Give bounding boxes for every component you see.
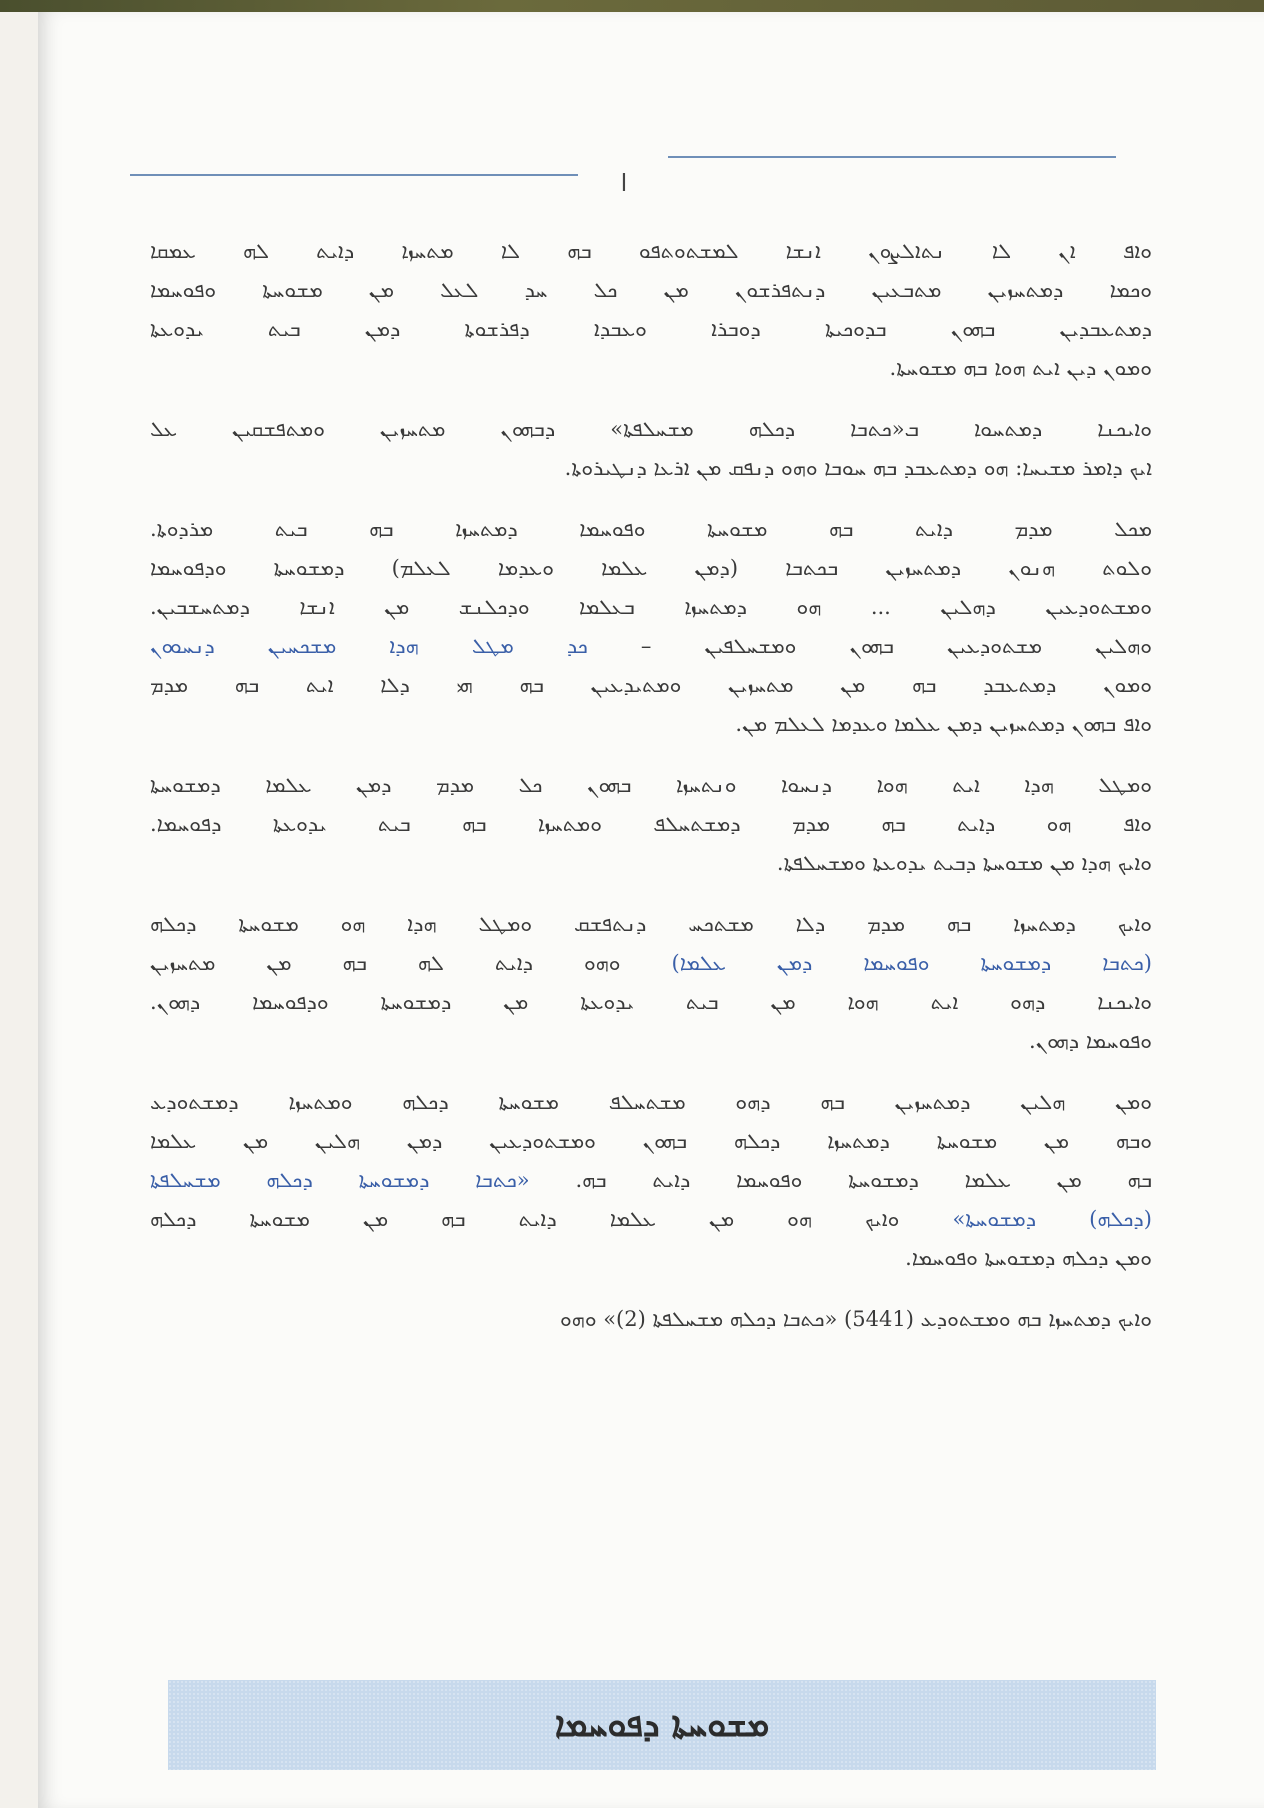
text-line: ܕܡܬܥܒܕܝܢ ܒܗܘܢ ܒܕܘܟܝܬܐ ܕܘܒܪܐ ܘܥܒܕܐ ܕܦܪܫܘܬܐ ܕܡܢ ܒܝܬ ܝܕܘܥܬܐ <box>150 317 1152 341</box>
text-line: ܘܐܝܟܢܐ ܕܗܘ ܐܝܬ ܗܘܐ ܡܢ ܒܝܬ ܝܕܘܥܬܐ ܡܢ ܕܡܫܘܚܬܐ ܘܕܦܘܚܡܐ ܕܗܘܢ. <box>150 990 1152 1014</box>
text-segment: ܘܗܠܝܢ ܡܫܬܘܕܥܝܢ ܒܗܘܢ ܘܡܫܚܠܦܝܢ – <box>587 634 1152 658</box>
text-line: ܘܡܘܢ ܕܡܬܥܒܕ ܒܗ ܡܢ ܡܬܚܙܝܢ ܘܡܬܝܕܥܝܢ ܒܗ ܗܝ ܕܠܐ ܐܝܬ ܒܗ ܡܕܡ <box>150 673 1152 697</box>
text-line: ܘܐܦ ܒܗܘܢ ܕܡܬܚܙܝܢ ܕܡܢ ܥܠܡܐ ܘܥܕܡܐ ܠܥܠܡ ܡܢ. <box>735 712 1152 736</box>
highlighted-segment: (ܕܟܠܗ) ܕܡܫܘܚܬܐ» <box>952 1207 1152 1231</box>
text-line: ܘܠܘܬ ܗܢܘܢ ܕܡܬܚܙܝܢ ܒܟܬܒܐ (ܕܡܢ ܥܠܡܐ ܘܥܕܡܐ ܠܥܠܡ) ܕܡܫܘܚܬܐ ܘܕܦܘܚܡܐ <box>150 556 1152 580</box>
header-rule-left <box>130 174 578 176</box>
header-rule-right <box>668 156 1116 158</box>
text-line <box>150 627 1152 666</box>
section-banner <box>168 1680 1156 1770</box>
text-line: ܘܐܦ ܗܘ ܕܐܝܬ ܒܗ ܡܕܡ ܕܡܫܬܚܠܦ ܘܡܬܚܙܐ ܒܗ ܒܝܬ ܝܕܘܥܬܐ ܕܦܘܚܡܐ. <box>150 812 1152 836</box>
text-line: ܘܒܗ ܡܢ ܡܫܘܚܬܐ ܕܡܬܚܙܐ ܕܟܠܗ ܒܗܘܢ ܘܡܫܬܘܕܥܝܢ ܕܡܢ ܗܠܝܢ ܡܢ ܥܠܡܐ <box>150 1129 1152 1153</box>
text-line: ܘܐܝܟ ܕܡܬܚܙܐ ܒܗ ܡܕܡ ܕܠܐ ܡܫܬܟܚ ܕܢܬܦܫܩ ܘܡܛܠ ܗܕܐ ܗܘ ܡܫܘܚܬܐ ܕܟܠܗ <box>150 912 1152 936</box>
text-line: ܘܡܢ ܗܠܝܢ ܕܡܬܚܙܝܢ ܒܗ ܕܗܘ ܡܫܬܚܠܦ ܡܫܘܚܬܐ ܕܟܠܗ ܘܡܬܚܙܐ ܕܡܫܬܘܕܥ <box>150 1090 1152 1114</box>
text-line: ܘܐܝܟ ܕܡܬܚܙܐ ܒܗ ܘܡܫܬܘܕܥ (5441) «ܟܬܒܐ ܕܟܠܗ ܡܫܚܠܦܬܐ (2)» ܘܗܘ <box>559 1307 1152 1331</box>
text-line: ܘܐܦ ܐܢ ܠܐ ܢܬܐܠܨܘܢ ܐܢܫܐ ܠܡܫܬܘܬܦܘ ܒܗ ܠܐ ܡܬܚܙܐ ܕܐܝܬ ܠܗ ܥܡܩܐ <box>150 239 1152 263</box>
text-line: ܐܝܟ ܕܐܡܪ ܡܫܝܚܐ: ܗܘ ܕܡܬܥܒܕ ܒܗ ܚܘܒܐ ܘܗܘ ܕܢܦܩ ܡܢ ܐܪܥܐ ܕܢܛܝܪܘܬܐ. <box>564 456 1152 480</box>
text-line <box>150 1161 1152 1200</box>
text-line: ܘܡܘܢ ܕܝܢ ܐܝܬ ܗܘܐ ܒܗ ܡܫܘܚܬܐ. <box>889 356 1152 380</box>
text-line: ܘܡܛܠ ܗܕܐ ܐܝܬ ܗܘܐ ܕܢܚܘܐ ܘܢܬܚܙܐ ܒܗܘܢ ܟܠ ܡܕܡ ܕܡܢ ܥܠܡܐ ܕܡܫܘܚܬܐ <box>150 773 1152 797</box>
text-segment: ܒܗ ܡܢ ܥܠܡܐ ܕܡܫܘܚܬܐ ܘܦܘܚܡܐ ܕܐܝܬ ܒܗ. <box>529 1168 1152 1192</box>
text-line: ܘܟܡܐ ܕܡܬܚܙܝܢ ܡܬܒܥܝܢ ܕܢܬܦܪܫܘܢ ܡܢ ܟܠ ܚܕ ܠܥܠ ܡܢ ܡܫܘܚܬܐ ܘܦܘܚܡܐ <box>150 278 1152 302</box>
text-segment: ܘܗܘ ܕܐܝܬ ܠܗ ܒܗ ܡܢ ܡܬܚܙܝܢ <box>150 951 672 975</box>
text-line <box>150 944 1152 983</box>
text-line: ܘܐܝܟܢܐ ܕܡܬܚܘܐ ܒ«ܟܬܒܐ ܕܟܠܗ ܡܫܚܠܦܬܐ» ܕܒܗܘܢ ܡܬܚܙܝܢ ܘܡܬܦܫܩܝܢ ܥܠ <box>150 417 1152 441</box>
text-line <box>150 1200 1152 1239</box>
book-edge-strip <box>0 0 1264 12</box>
text-line: ܘܡܢ ܕܟܠܗ ܕܡܫܘܚܬܐ ܘܦܘܚܡܐ. <box>905 1246 1152 1270</box>
text-line: ܡܟܠ ܡܕܡ ܕܐܝܬ ܒܗ ܡܫܘܚܬܐ ܘܦܘܚܡܐ ܕܡܬܚܙܐ ܒܗ ܒܝܬ ܡܪܕܘܬܐ. <box>150 517 1152 541</box>
highlighted-segment: (ܟܬܒܐ ܕܡܫܘܚܬܐ ܘܦܘܚܡܐ ܕܡܢ ܥܠܡܐ) <box>671 951 1152 975</box>
book-page <box>38 12 1264 1808</box>
text-line: ܘܐܝܟ ܗܕܐ ܡܢ ܡܫܘܚܬܐ ܕܒܝܬ ܝܕܘܥܬܐ ܘܡܫܚܠܦܬܐ. <box>776 851 1152 875</box>
text-line: ܘܦܘܚܡܐ ܕܗܘܢ. <box>1028 1029 1152 1053</box>
highlighted-segment: «ܟܬܒܐ ܕܡܫܘܚܬܐ ܕܟܠܗ ܡܫܚܠܦܬܐ <box>150 1168 530 1192</box>
body-text <box>150 232 1152 1339</box>
text-line: ܘܡܫܬܘܕܥܝܢ ܕܗܠܝܢ ... ܗܘ ܕܡܬܚܙܐ ܒܥܠܡܐ ܘܕܟܠܢܫ ܡܢ ܐܢܫܐ ܕܡܬܚܫܒܝܢ. <box>150 595 1152 619</box>
page-number: ا <box>620 169 628 197</box>
section-title: ܡܫܘܚܬܐ ܕܦܘܚܡܐ <box>554 1705 770 1745</box>
text-segment: ܘܐܝܟ ܗܘ ܡܢ ܥܠܡܐ ܕܐܝܬ ܒܗ ܡܢ ܡܫܘܚܬܐ ܕܟܠܗ <box>150 1207 953 1231</box>
highlighted-segment: ܟܕ ܡܛܠ ܗܕܐ ܡܫܟܚܝܢ ܕܢܚܘܘܢ <box>150 634 588 658</box>
